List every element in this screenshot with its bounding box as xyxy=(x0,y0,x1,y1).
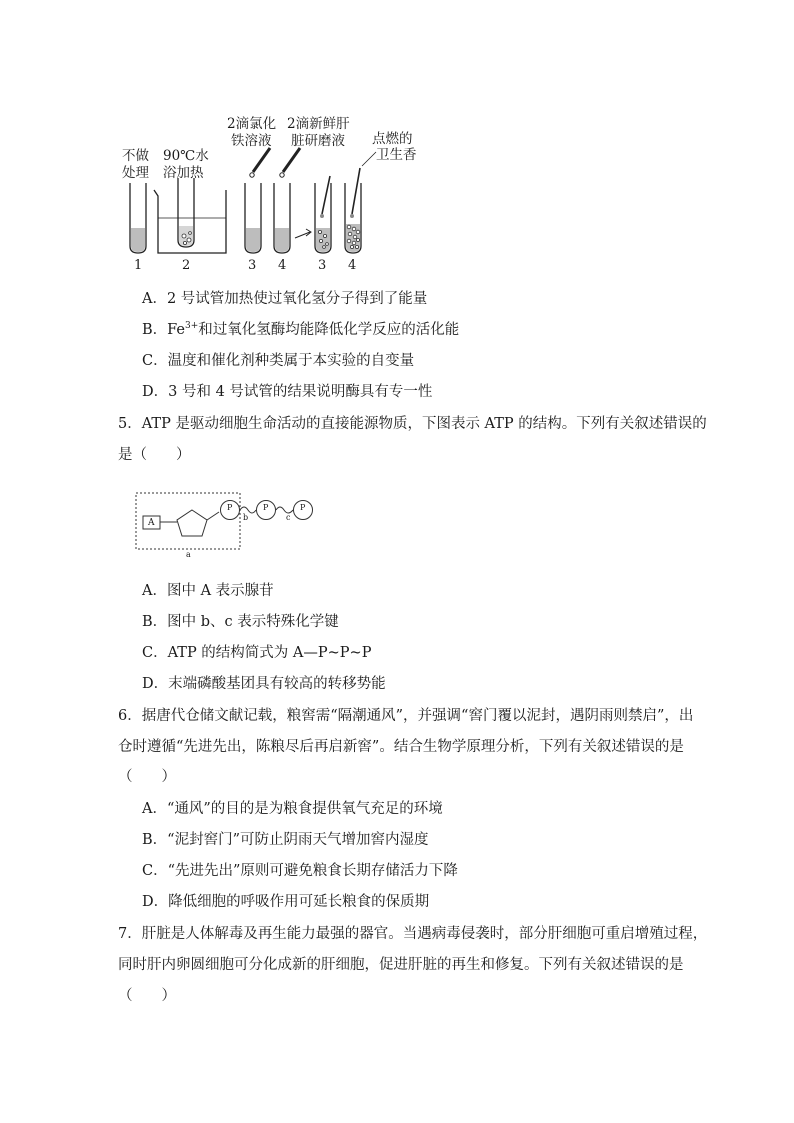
tube-number-2: 2 xyxy=(182,258,191,273)
tube-number-3-result: 3 xyxy=(318,258,327,273)
atp-label-P1: P xyxy=(227,503,233,512)
q5-stem-line2: 是（ ） xyxy=(118,447,191,463)
q4-option-b-prefix: B．Fe xyxy=(142,322,186,338)
q4-option-d: D．3 号和 4 号试管的结果说明酶具有专一性 xyxy=(142,384,433,400)
atp-label-A: A xyxy=(148,518,155,528)
experiment-drawing xyxy=(0,0,794,300)
tube2-label-line2: 浴加热 xyxy=(163,165,204,181)
atp-label-c: c xyxy=(286,513,291,522)
incense-label-line2: 卫生香 xyxy=(376,147,417,163)
q6-option-c: C．“先进先出”原则可避免粮食长期存储活力下降 xyxy=(142,863,458,879)
q5-stem-line1: 5．ATP 是驱动细胞生命活动的直接能源物质，下图表示 ATP 的结构。下列有关叙述错误的 xyxy=(118,416,707,432)
dropper-liver xyxy=(283,148,300,172)
atp-drawing xyxy=(0,486,794,566)
q6-stem-line1: 6．据唐代仓储文献记载，粮窖需“隔潮通风”，并强调“窖门覆以泥封，遇阴雨则禁启”，出 xyxy=(118,708,694,724)
q6-stem-line2: 仓时遵循“先进先出，陈粮尽后再启新窖”。结合生物学原理分析，下列有关叙述错误的是 xyxy=(118,739,684,755)
tube-number-4: 4 xyxy=(278,258,287,273)
atp-label-b: b xyxy=(243,513,249,522)
q7-stem-line1: 7．肝脏是人体解毒及再生能力最强的器官。当遇病毒侵袭时，部分肝细胞可重启增殖过程， xyxy=(118,926,708,942)
tube-number-4-result: 4 xyxy=(348,258,357,273)
q4-option-b-text: 和过氧化氢酶均能降低化学反应的活化能 xyxy=(198,322,460,338)
incense-stick-3 xyxy=(322,176,330,214)
q5-option-a: A．图中 A 表示腺苷 xyxy=(142,583,274,599)
q5-option-b: B．图中 b、c 表示特殊化学键 xyxy=(142,614,339,630)
q4-option-b xyxy=(142,320,459,340)
atp-label-P3: P xyxy=(300,503,306,512)
tube-number-3: 3 xyxy=(248,258,257,273)
liver-label-line2: 脏研磨液 xyxy=(291,133,345,149)
q7-stem-line2: 同时肝内卵圆细胞可分化成新的肝细胞，促进肝脏的再生和修复。下列有关叙述错误的是 xyxy=(118,957,684,973)
q6-option-b: B．“泥封窖门”可防止阴雨天气增加窖内湿度 xyxy=(142,832,429,848)
liver-label-line1: 2滴新鲜肝 xyxy=(287,116,350,132)
tube1-label-line1: 不做 xyxy=(122,148,149,164)
q4-option-a: A．2 号试管加热使过氧化氢分子得到了能量 xyxy=(142,291,428,307)
incense-label-line1: 点燃的 xyxy=(372,131,413,147)
q6-option-a: A．“通风”的目的是为粮食提供氧气充足的环境 xyxy=(142,801,443,817)
atp-label-P2: P xyxy=(263,503,269,512)
q7-stem-line3: （ ） xyxy=(118,988,176,1004)
q5-option-c: C．ATP 的结构简式为 A—P~P~P xyxy=(142,645,372,661)
q4-option-c: C．温度和催化剂种类属于本实验的自变量 xyxy=(142,353,415,369)
incense-stick-4 xyxy=(352,168,360,214)
q4-option-b-superscript: 3+ xyxy=(185,321,199,332)
dropper-fecl3 xyxy=(253,148,270,172)
q6-option-d: D．降低细胞的呼吸作用可延长粮食的保质期 xyxy=(142,894,430,910)
ribose-pentagon xyxy=(177,510,207,536)
q5-option-d: D．末端磷酸基团具有较高的转移势能 xyxy=(142,676,386,692)
tube-number-1: 1 xyxy=(134,258,143,273)
q6-stem-line3: （ ） xyxy=(118,769,176,785)
tube1-label-line2: 处理 xyxy=(122,165,149,181)
fecl3-label-line2: 铁溶液 xyxy=(231,133,272,149)
fecl3-label-line1: 2滴氯化 xyxy=(227,116,277,132)
atp-label-a: a xyxy=(186,550,191,559)
tube2-label-line1: 90℃水 xyxy=(163,148,209,164)
